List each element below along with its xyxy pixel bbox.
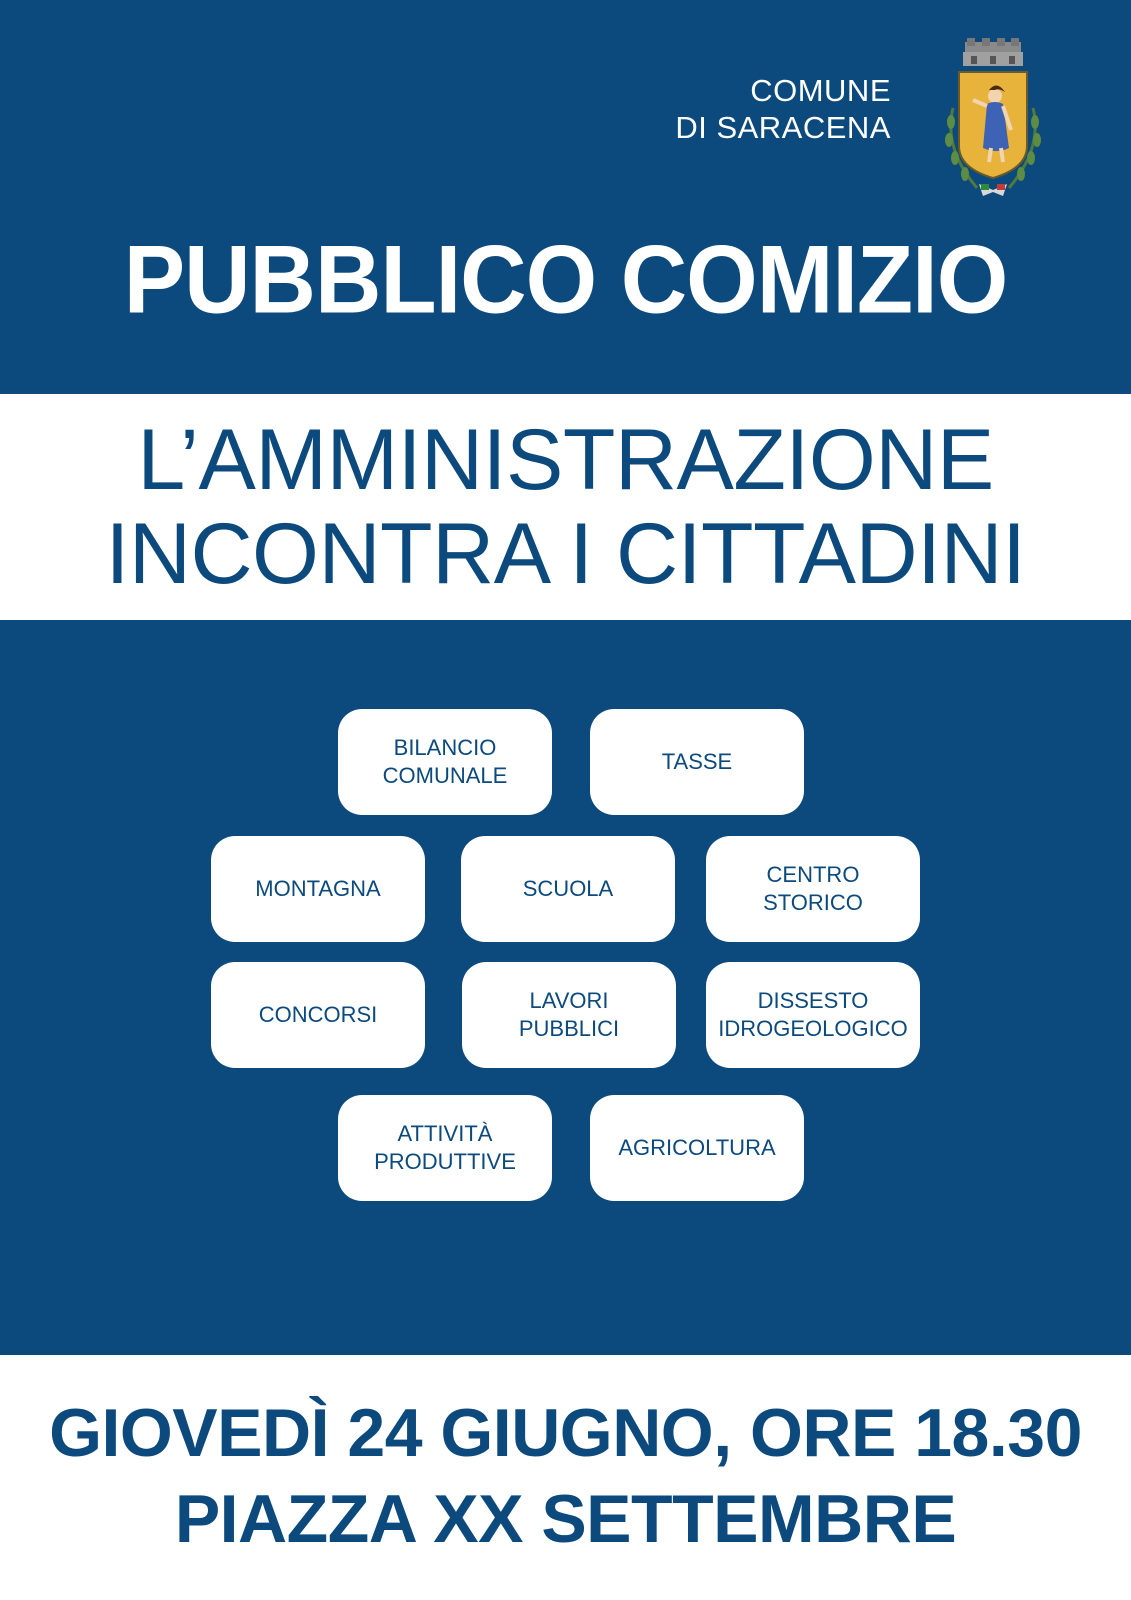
subtitle [0,413,1131,601]
topic-box: AGRICOLTURA [590,1095,804,1201]
municipality-line-2: DI SARACENA [675,110,891,145]
topic-box: TASSE [590,709,804,815]
topic-box: MONTAGNA [211,836,425,942]
topic-box: ATTIVITÀ PRODUTTIVE [338,1095,552,1201]
topic-box: CENTRO STORICO [706,836,920,942]
page-title: PUBBLICO COMIZIO [123,226,1008,334]
subtitle-line-2: INCONTRA I CITTADINI [105,506,1026,602]
event-location: PIAZZA XX SETTEMBRE [174,1481,957,1557]
topic-box: SCUOLA [461,836,675,942]
topic-box: CONCORSI [211,962,425,1068]
topic-box: BILANCIO COMUNALE [338,709,552,815]
event-details [0,1390,1131,1562]
topic-box: LAVORI PUBBLICI [462,962,676,1068]
municipality-name [675,72,891,146]
municipality-line-1: COMUNE [750,73,891,108]
subtitle-line-1: L’AMMINISTRAZIONE [137,412,994,508]
coat-of-arms-icon [937,38,1049,198]
topic-box: DISSESTO IDROGEOLOGICO [706,962,920,1068]
event-date-time: GIOVEDÌ 24 GIUGNO, ORE 18.30 [49,1395,1082,1471]
